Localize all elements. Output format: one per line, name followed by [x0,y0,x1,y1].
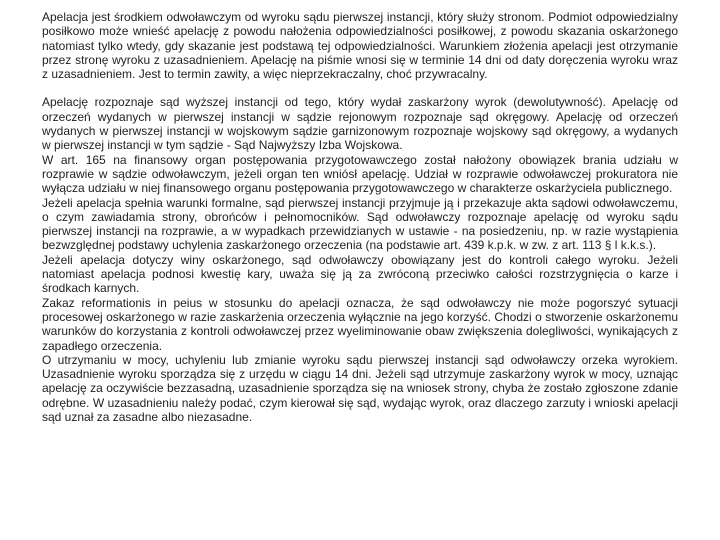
paragraph-2 [42,95,678,424]
paragraph-2-line: Jeżeli apelacja dotyczy winy oskarżonego, sąd odwoławczy obowiązany jest do kontroli całego wyroku. Jeżeli natomiast apelacja podnosi kwestię kary, uważa się ją za zwróconą przeciwko całości rozstrzygnięcia o karze i środkach karnych. [42,252,678,296]
paragraph-2-line: Zakaz reformationis in peius w stosunku do apelacji oznacza, że sąd odwoławczy nie może pogorszyć sytuacji procesowej oskarżonego w razie zaskarżenia orzeczenia wyłącznie na jego korzyść. Chodzi o stworzenie oskarżonemu warunków do korzystania z kontroli odwoławczej przez wyeliminowanie obaw zwiększenia dolegliwości, wynikających z zapadłego orzeczenia. [42,295,678,353]
paragraph-2-line: Apelację rozpoznaje sąd wyższej instancji od tego, który wydał zaskarżony wyrok (dewolutywność). Apelację od orzeczeń wydanych w pierwszej instancji w sądzie rejonowym rozpoznaje sąd okręgowy. Apelację od orzeczeń wydanych w pierwszej instancji w wojskowym sądzie garnizonowym rozpoznaje wojskowy sąd okręgowy, a wydanych w pierwszej instancji w tym sądzie - Sąd Najwyższy Izba Wojskowa. [42,95,678,153]
paragraph-1: Apelacja jest środkiem odwoławczym od wyroku sądu pierwszej instancji, który służy stronom. Podmiot odpowiedzialny posiłkowo może wnieść apelację z powodu nałożenia odpowiedzialności posiłkowej, z powodu skazania oskarżonego natomiast tylko wtedy, gdy skazanie jest podstawą tej odpowiedzialności. Warunkiem złożenia apelacji jest otrzymanie przez stronę wyroku z uzasadnieniem. Apelację na piśmie wnosi się w terminie 14 dni od daty doręczenia wyroku wraz z uzasadnieniem. Jest to termin zawity, a więc nieprzekraczalny, choć przywracalny. [42,10,678,82]
paragraph-2-line: Jeżeli apelacja spełnia warunki formalne, sąd pierwszej instancji przyjmuje ją i przekazuje akta sądowi odwoławczemu, o czym zawiadamia strony, obrońców i pełnomocników. Sąd odwoławczy rozpoznaje apelację od wyroku sądu pierwszej instancji na rozprawie, a w wypadkach przewidzianych w ustawie - na posiedzeniu, np. w razie wystąpienia bezwzględnej podstawy uchylenia zaskarżonego orzeczenia (na podstawie art. 439 k.p.k. w zw. z art. 113 § l k.k.s.). [42,195,678,253]
paragraph-2-line: W art. 165 na finansowy organ postępowania przygotowawczego został nałożony obowiązek brania udziału w rozprawie w sądzie odwoławczym, jeżeli organ ten wniósł apelację. Udział w rozprawie odwoławczej prokuratora nie wyłącza udziału w niej finansowego organu postępowania przygotowawczego w charakterze oskarżyciela publicznego. [42,152,678,196]
document-page [42,10,678,424]
paragraph-2-line: O utrzymaniu w mocy, uchyleniu lub zmianie wyroku sądu pierwszej instancji sąd odwoławczy orzeka wyrokiem. Uzasadnienie wyroku sporządza się z urzędu w ciągu 14 dni. Jeżeli sąd utrzymuje zaskarżony wyrok w mocy, uznając apelację za oczywiście bezzasadną, uzasadnienie sporządza się na wniosek strony, chyba że zostało zgłoszone zdanie odrębne. W uzasadnieniu należy podać, czym kierował się sąd, wydając wyrok, oraz dlaczego zarzuty i wnioski apelacji sąd uznał za zasadne albo niezasadne. [42,352,678,425]
